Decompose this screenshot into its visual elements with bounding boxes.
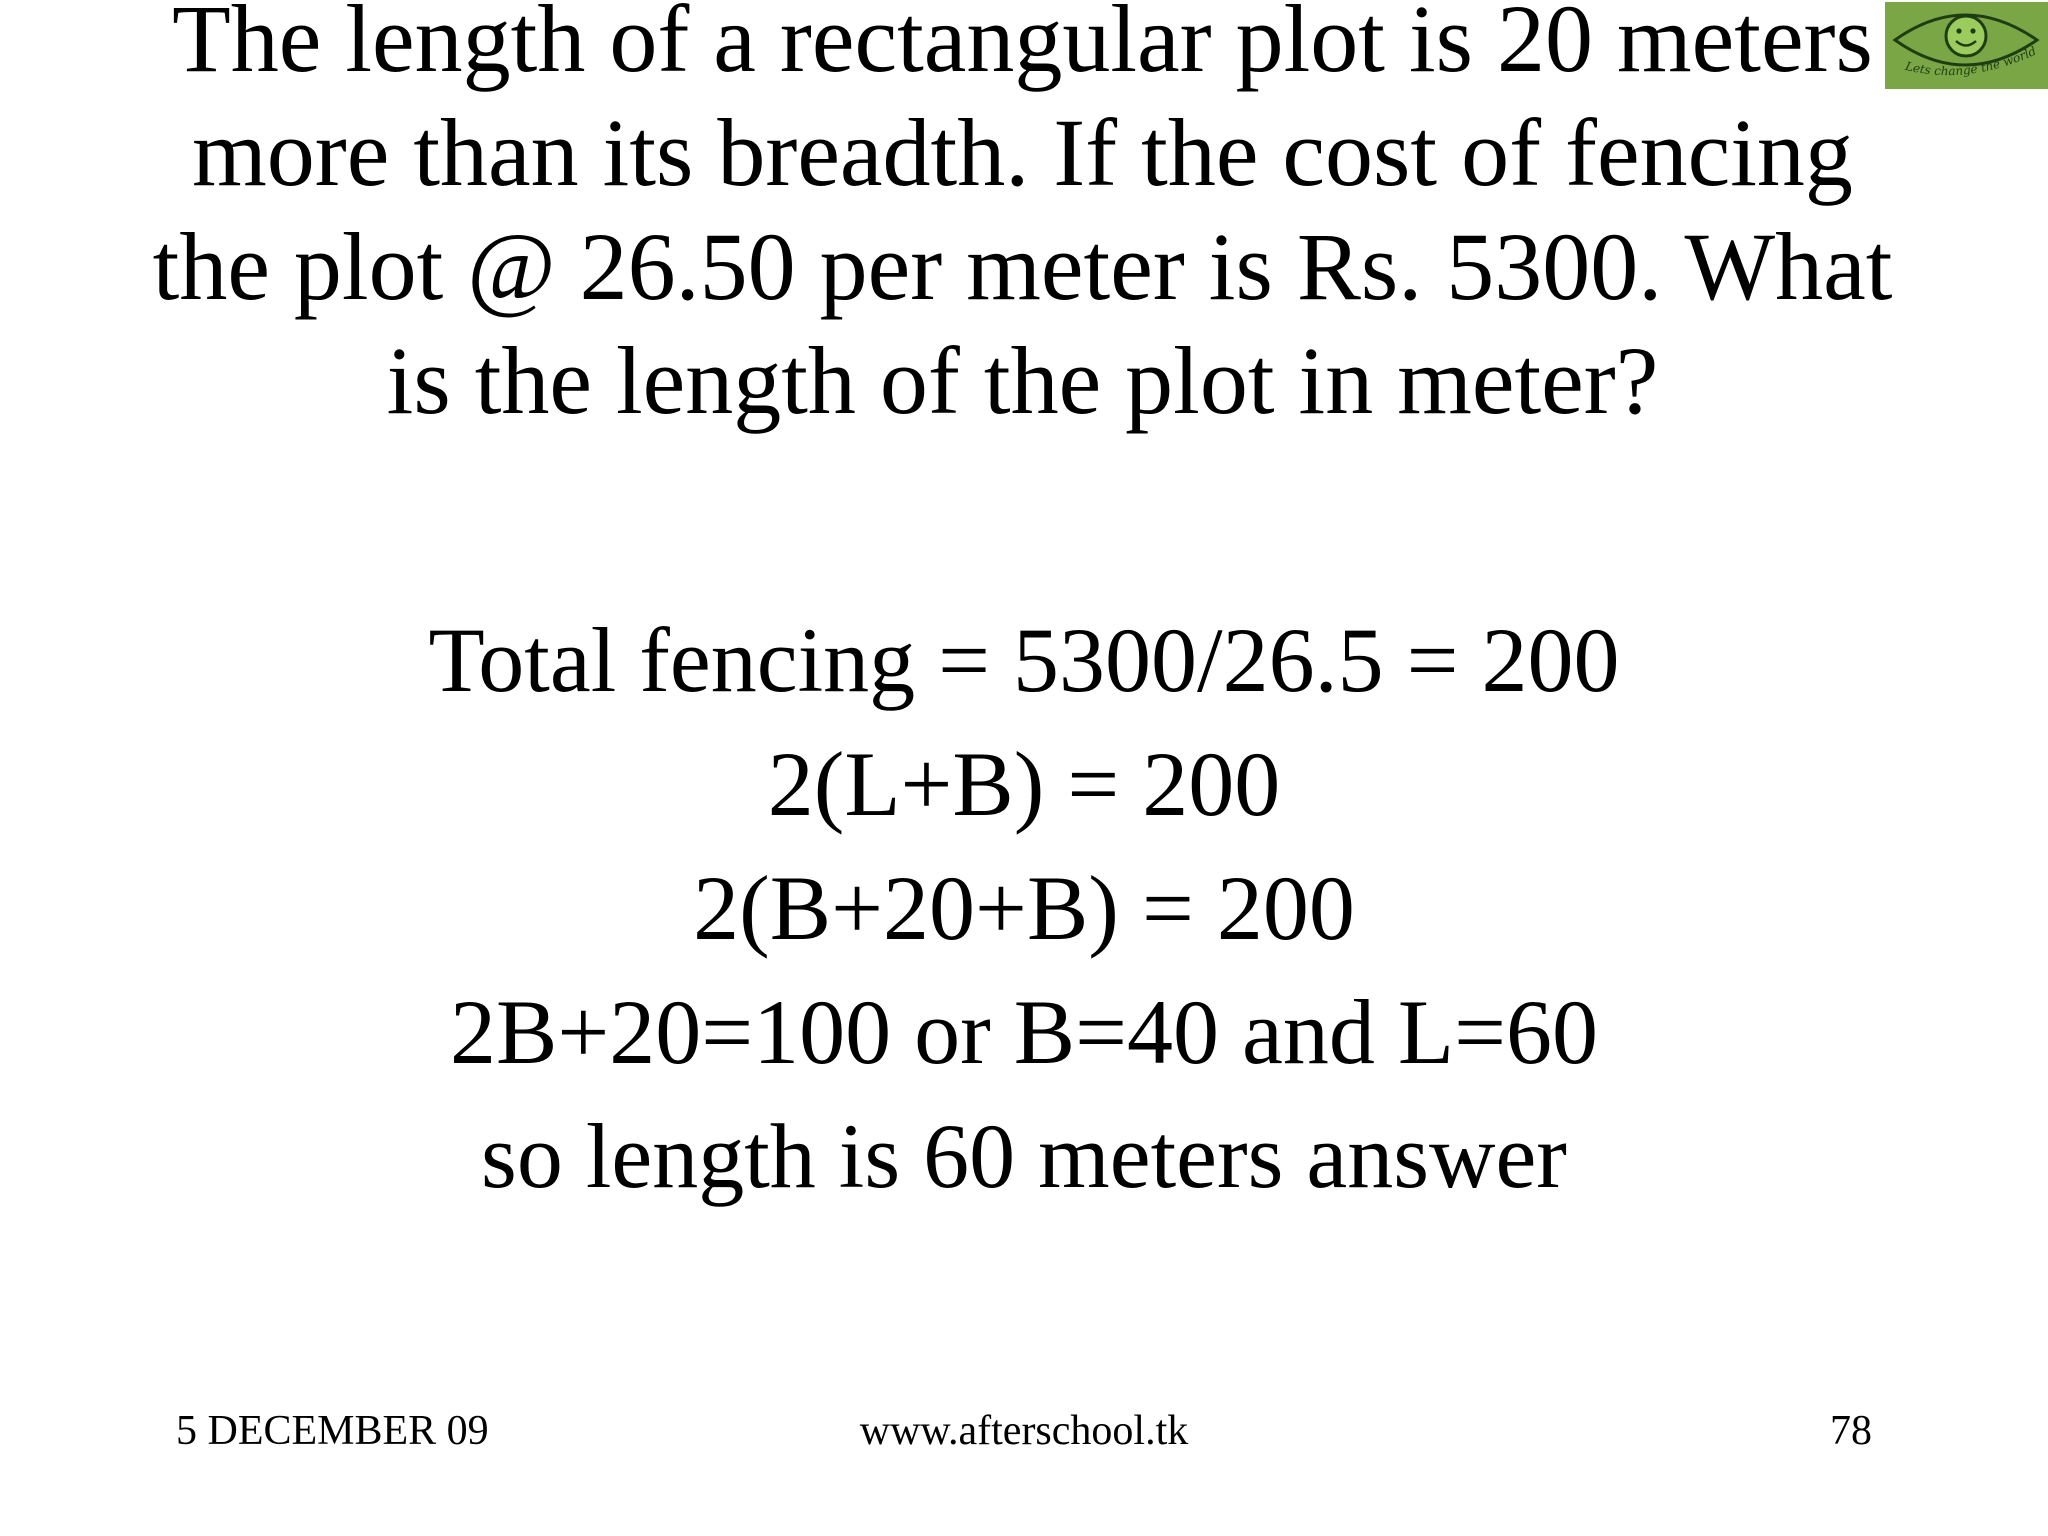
smiley-eye-logo-icon <box>1885 2 2048 89</box>
solution-list <box>0 598 2048 1218</box>
solution-line: 2(B+20+B) = 200 <box>693 857 1355 959</box>
question-title: The length of a rectangular plot is 20 meters more than its breadth. If the cost of fencing the plot @ 26.50 per meter is Rs. 5300. What is the length of the plot in meter? <box>152 0 1893 434</box>
footer-url[interactable]: www.afterschool.tk <box>859 1408 1189 1454</box>
solution-line: 2B+20=100 or B=40 and L=60 <box>450 981 1598 1083</box>
solution-line: 2(L+B) = 200 <box>767 733 1281 835</box>
solution-line: so length is 60 meters answer <box>481 1105 1567 1207</box>
footer-page-number: 78 <box>1830 1408 1872 1454</box>
solution-line: Total fencing = 5300/26.5 = 200 <box>428 609 1620 711</box>
footer-date: 5 DECEMBER 09 <box>176 1408 489 1454</box>
svg-text:Lets change the world: Lets change the world <box>1903 43 2039 79</box>
